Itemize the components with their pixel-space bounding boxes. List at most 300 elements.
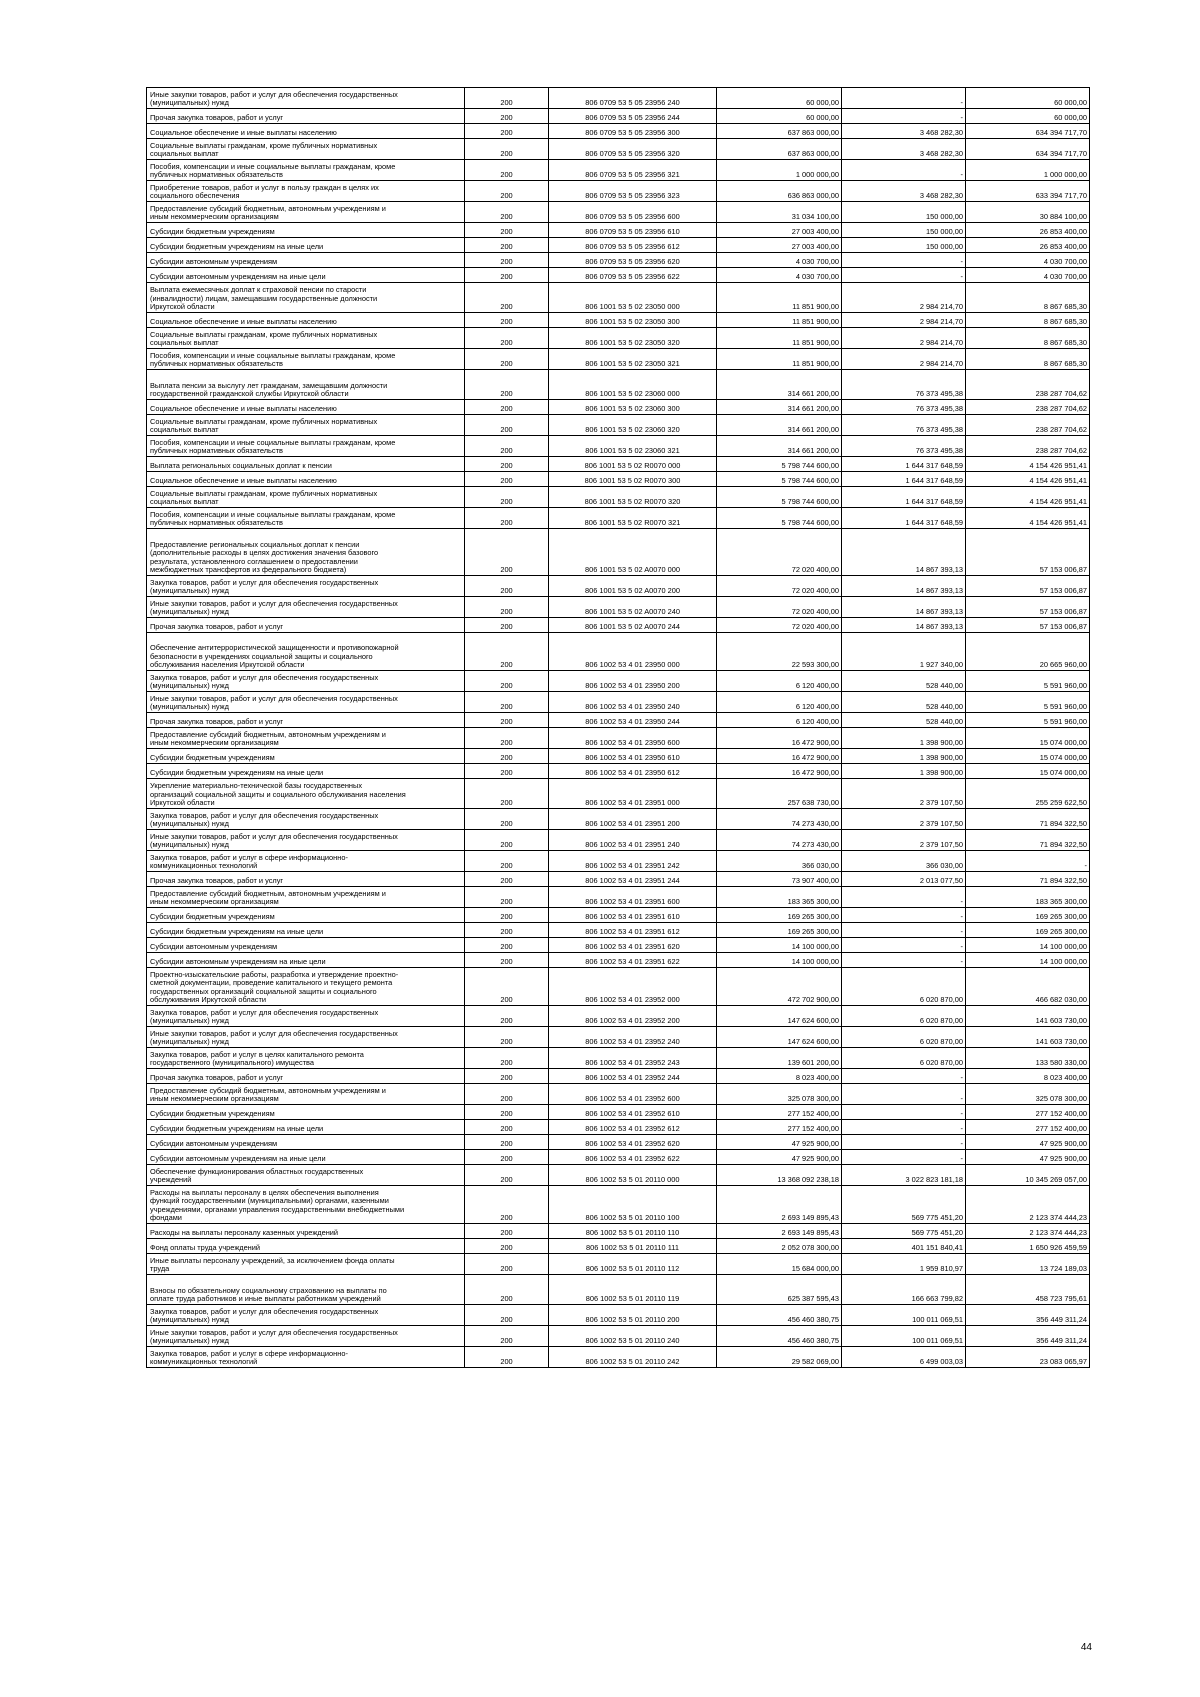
row-description-line: Социальные выплаты гражданам, кроме публичных нормативных — [150, 140, 378, 150]
row-description — [147, 1006, 465, 1027]
row-description-line: Прочая закупка товаров, работ и услуг — [150, 717, 284, 727]
table-row — [147, 692, 1090, 713]
row-approved-amount: 72 020 400,00 — [717, 618, 842, 633]
row-executed-amount: 3 468 282,30 — [842, 139, 966, 160]
row-description — [147, 713, 465, 728]
row-budget-code: 806 1002 53 4 01 23951 612 — [549, 923, 717, 938]
row-approved-amount: 139 601 200,00 — [717, 1048, 842, 1069]
table-row — [147, 728, 1090, 749]
row-line-code: 200 — [465, 1275, 549, 1305]
row-approved-amount: 277 152 400,00 — [717, 1105, 842, 1120]
row-budget-code: 806 1001 53 5 02 R0070 320 — [549, 487, 717, 508]
row-remaining-amount: 57 153 006,87 — [966, 529, 1090, 576]
row-description — [147, 887, 465, 908]
row-line-code: 200 — [465, 1347, 549, 1368]
row-description-line: Субсидии бюджетным учреждениям на иные цели — [150, 768, 324, 778]
row-description-line: (муниципальных) нужд — [150, 1016, 229, 1026]
row-budget-code: 806 1002 53 4 01 23951 620 — [549, 938, 717, 953]
row-budget-code: 806 1002 53 4 01 23952 000 — [549, 968, 717, 1006]
row-budget-code: 806 1002 53 4 01 23952 620 — [549, 1135, 717, 1150]
row-description-line: Субсидии автономным учреждениям на иные цели — [150, 272, 326, 282]
row-executed-amount: 150 000,00 — [842, 223, 966, 238]
row-line-code: 200 — [465, 1186, 549, 1224]
row-description-line: (муниципальных) нужд — [150, 1037, 229, 1047]
row-approved-amount: 31 034 100,00 — [717, 202, 842, 223]
table-row — [147, 1069, 1090, 1084]
row-budget-code: 806 0709 53 5 05 23956 240 — [549, 88, 717, 109]
row-description-line: социальных выплат — [150, 338, 219, 348]
row-description-line: обслуживания Иркутской области — [150, 995, 267, 1005]
table-row — [147, 749, 1090, 764]
row-description-line: Прочая закупка товаров, работ и услуг — [150, 113, 284, 123]
row-description-line: иным некоммерческим организациям — [150, 1094, 279, 1104]
table-row — [147, 253, 1090, 268]
row-executed-amount: 1 644 317 648,59 — [842, 472, 966, 487]
row-description-line: Субсидии бюджетным учреждениям — [150, 1109, 275, 1119]
row-line-code: 200 — [465, 313, 549, 328]
row-executed-amount: 150 000,00 — [842, 202, 966, 223]
row-approved-amount: 169 265 300,00 — [717, 908, 842, 923]
row-line-code: 200 — [465, 181, 549, 202]
row-line-code: 200 — [465, 887, 549, 908]
row-approved-amount: 5 798 744 600,00 — [717, 508, 842, 529]
row-remaining-amount: 255 259 622,50 — [966, 779, 1090, 809]
row-description — [147, 370, 465, 400]
row-description-line: Закупка товаров, работ и услуг в целях капитального ремонта — [150, 1049, 364, 1059]
row-description — [147, 968, 465, 1006]
row-approved-amount: 11 851 900,00 — [717, 283, 842, 313]
row-remaining-amount: 277 152 400,00 — [966, 1105, 1090, 1120]
row-remaining-amount: 4 030 700,00 — [966, 253, 1090, 268]
row-executed-amount: 1 644 317 648,59 — [842, 457, 966, 472]
row-executed-amount: 14 867 393,13 — [842, 597, 966, 618]
row-description — [147, 472, 465, 487]
row-executed-amount: - — [842, 268, 966, 283]
row-line-code: 200 — [465, 851, 549, 872]
row-budget-code: 806 1002 53 4 01 23952 612 — [549, 1120, 717, 1135]
table-row — [147, 283, 1090, 313]
row-executed-amount: - — [842, 109, 966, 124]
row-description-line: Предоставление субсидий бюджетным, автономным учреждениям и — [150, 203, 386, 213]
row-remaining-amount: 1 650 926 459,59 — [966, 1239, 1090, 1254]
row-line-code: 200 — [465, 283, 549, 313]
row-description-line: публичных нормативных обязательств — [150, 518, 283, 528]
row-description — [147, 313, 465, 328]
row-line-code: 200 — [465, 1254, 549, 1275]
row-remaining-amount: 15 074 000,00 — [966, 728, 1090, 749]
row-description — [147, 124, 465, 139]
table-row — [147, 968, 1090, 1006]
row-line-code: 200 — [465, 349, 549, 370]
row-executed-amount: - — [842, 923, 966, 938]
row-description-line: Иные закупки товаров, работ и услуг для обеспечения государственных — [150, 1028, 398, 1038]
row-approved-amount: 14 100 000,00 — [717, 953, 842, 968]
table-row — [147, 472, 1090, 487]
row-approved-amount: 314 661 200,00 — [717, 415, 842, 436]
row-executed-amount: - — [842, 908, 966, 923]
row-approved-amount: 72 020 400,00 — [717, 597, 842, 618]
row-approved-amount: 366 030,00 — [717, 851, 842, 872]
row-description-line: Предоставление региональных социальных доплат к пенсии — [150, 539, 360, 549]
row-description-line: государственной гражданской службы Иркутской области — [150, 389, 349, 399]
row-remaining-amount: 5 591 960,00 — [966, 692, 1090, 713]
row-executed-amount: - — [842, 1105, 966, 1120]
table-row — [147, 887, 1090, 908]
row-remaining-amount: 356 449 311,24 — [966, 1305, 1090, 1326]
row-description — [147, 1069, 465, 1084]
row-remaining-amount: 13 724 189,03 — [966, 1254, 1090, 1275]
row-description-line: (инвалидности) лицам, замещавшим государственные должности — [150, 293, 378, 303]
row-line-code: 200 — [465, 968, 549, 1006]
row-description — [147, 633, 465, 671]
row-description — [147, 1326, 465, 1347]
row-description-line: Социальное обеспечение и иные выплаты населению — [150, 317, 337, 327]
row-budget-code: 806 1002 53 5 01 20110 112 — [549, 1254, 717, 1275]
row-description — [147, 328, 465, 349]
row-description-line: Предоставление субсидий бюджетным, автономным учреждениям и — [150, 1085, 386, 1095]
row-budget-code: 806 1002 53 4 01 23952 622 — [549, 1150, 717, 1165]
row-approved-amount: 6 120 400,00 — [717, 692, 842, 713]
row-remaining-amount: 2 123 374 444,23 — [966, 1186, 1090, 1224]
row-approved-amount: 72 020 400,00 — [717, 529, 842, 576]
row-approved-amount: 16 472 900,00 — [717, 764, 842, 779]
row-budget-code: 806 1002 53 4 01 23950 600 — [549, 728, 717, 749]
row-description-line: (муниципальных) нужд — [150, 819, 229, 829]
row-budget-code: 806 1002 53 5 01 20110 000 — [549, 1165, 717, 1186]
table-row — [147, 160, 1090, 181]
row-executed-amount: 6 020 870,00 — [842, 968, 966, 1006]
table-row — [147, 1347, 1090, 1368]
row-executed-amount: - — [842, 938, 966, 953]
row-line-code: 200 — [465, 223, 549, 238]
row-remaining-amount: 14 100 000,00 — [966, 938, 1090, 953]
row-description — [147, 1048, 465, 1069]
table-row — [147, 851, 1090, 872]
table-row — [147, 1105, 1090, 1120]
row-description — [147, 1135, 465, 1150]
row-description-line: учреждений — [150, 1175, 192, 1185]
row-approved-amount: 314 661 200,00 — [717, 370, 842, 400]
row-remaining-amount: 633 394 717,70 — [966, 181, 1090, 202]
row-description-line: Выплата пенсии за выслугу лет гражданам, замещавшим должности — [150, 380, 388, 390]
row-line-code: 200 — [465, 1105, 549, 1120]
row-executed-amount: 76 373 495,38 — [842, 415, 966, 436]
row-remaining-amount: 141 603 730,00 — [966, 1027, 1090, 1048]
row-approved-amount: 277 152 400,00 — [717, 1120, 842, 1135]
row-description — [147, 872, 465, 887]
budget-table — [146, 87, 1090, 1368]
table-row — [147, 597, 1090, 618]
row-description-line: Социальное обеспечение и иные выплаты населению — [150, 476, 337, 486]
row-executed-amount: 2 379 107,50 — [842, 779, 966, 809]
row-approved-amount: 472 702 900,00 — [717, 968, 842, 1006]
table-row — [147, 830, 1090, 851]
row-executed-amount: 2 379 107,50 — [842, 809, 966, 830]
table-row — [147, 1254, 1090, 1275]
table-row — [147, 1186, 1090, 1224]
row-remaining-amount: 30 884 100,00 — [966, 202, 1090, 223]
row-description — [147, 529, 465, 576]
row-description-line: учреждениями, органами управления государственными внебюджетными — [150, 1204, 405, 1214]
row-description — [147, 576, 465, 597]
table-row — [147, 764, 1090, 779]
table-row — [147, 633, 1090, 671]
row-description-line: труда — [150, 1264, 170, 1274]
row-description — [147, 400, 465, 415]
row-executed-amount: 2 984 214,70 — [842, 349, 966, 370]
row-executed-amount: 14 867 393,13 — [842, 576, 966, 597]
row-description — [147, 809, 465, 830]
row-description-line: Укрепление материально-технической базы государственных — [150, 781, 363, 791]
row-approved-amount: 72 020 400,00 — [717, 576, 842, 597]
table-row — [147, 124, 1090, 139]
row-approved-amount: 183 365 300,00 — [717, 887, 842, 908]
row-description-line: Выплата ежемесячных доплат к страховой пенсии по старости — [150, 285, 367, 295]
row-remaining-amount: 8 867 685,30 — [966, 313, 1090, 328]
row-budget-code: 806 1002 53 4 01 23952 600 — [549, 1084, 717, 1105]
row-budget-code: 806 1002 53 4 01 23950 244 — [549, 713, 717, 728]
row-approved-amount: 147 624 600,00 — [717, 1027, 842, 1048]
row-description-line: коммуникационных технологий — [150, 861, 258, 871]
row-budget-code: 806 1002 53 4 01 23952 610 — [549, 1105, 717, 1120]
row-budget-code: 806 1002 53 4 01 23951 242 — [549, 851, 717, 872]
row-description-line: Социальное обеспечение и иные выплаты населению — [150, 128, 337, 138]
row-line-code: 200 — [465, 472, 549, 487]
row-description-line: (муниципальных) нужд — [150, 607, 229, 617]
row-remaining-amount: 26 853 400,00 — [966, 238, 1090, 253]
table-row — [147, 1006, 1090, 1027]
row-remaining-amount: 15 074 000,00 — [966, 764, 1090, 779]
row-executed-amount: - — [842, 160, 966, 181]
row-description — [147, 953, 465, 968]
row-budget-code: 806 1001 53 5 02 23060 321 — [549, 436, 717, 457]
table-row — [147, 223, 1090, 238]
row-description-line: организаций социальной защиты и социального обслуживания населения — [150, 789, 406, 799]
row-approved-amount: 27 003 400,00 — [717, 223, 842, 238]
row-description — [147, 457, 465, 472]
row-line-code: 200 — [465, 872, 549, 887]
row-description-line: Субсидии бюджетным учреждениям — [150, 227, 275, 237]
row-description-line: (муниципальных) нужд — [150, 1315, 229, 1325]
row-line-code: 200 — [465, 1048, 549, 1069]
row-description-line: публичных нормативных обязательств — [150, 359, 283, 369]
row-approved-amount: 8 023 400,00 — [717, 1069, 842, 1084]
table-row — [147, 576, 1090, 597]
row-description — [147, 349, 465, 370]
row-remaining-amount: 4 154 426 951,41 — [966, 487, 1090, 508]
row-budget-code: 806 1002 53 4 01 23952 200 — [549, 1006, 717, 1027]
row-description-line: Пособия, компенсации и иные социальные выплаты гражданам, кроме — [150, 509, 396, 519]
row-remaining-amount: 458 723 795,61 — [966, 1275, 1090, 1305]
row-description-line: коммуникационных технологий — [150, 1357, 258, 1367]
row-approved-amount: 60 000,00 — [717, 109, 842, 124]
row-description-line: Субсидии автономным учреждениям на иные цели — [150, 1154, 326, 1164]
row-remaining-amount: - — [966, 851, 1090, 872]
row-budget-code: 806 1001 53 5 02 23060 320 — [549, 415, 717, 436]
row-line-code: 200 — [465, 1006, 549, 1027]
row-description-line: Субсидии бюджетным учреждениям на иные цели — [150, 242, 324, 252]
row-executed-amount: 3 022 823 181,18 — [842, 1165, 966, 1186]
row-approved-amount: 314 661 200,00 — [717, 436, 842, 457]
row-approved-amount: 637 863 000,00 — [717, 139, 842, 160]
row-approved-amount: 47 925 900,00 — [717, 1150, 842, 1165]
row-description-line: Субсидии бюджетным учреждениям — [150, 912, 275, 922]
row-approved-amount: 637 863 000,00 — [717, 124, 842, 139]
row-description — [147, 238, 465, 253]
row-approved-amount: 29 582 069,00 — [717, 1347, 842, 1368]
row-line-code: 200 — [465, 671, 549, 692]
row-description — [147, 181, 465, 202]
row-approved-amount: 1 000 000,00 — [717, 160, 842, 181]
row-remaining-amount: 634 394 717,70 — [966, 124, 1090, 139]
row-description — [147, 1254, 465, 1275]
row-approved-amount: 27 003 400,00 — [717, 238, 842, 253]
table-row — [147, 436, 1090, 457]
row-approved-amount: 73 907 400,00 — [717, 872, 842, 887]
row-description-line: Субсидии бюджетным учреждениям — [150, 753, 275, 763]
table-row — [147, 671, 1090, 692]
row-description-line: публичных нормативных обязательств — [150, 170, 283, 180]
row-remaining-amount: 634 394 717,70 — [966, 139, 1090, 160]
row-budget-code: 806 1002 53 4 01 23950 612 — [549, 764, 717, 779]
row-remaining-amount: 71 894 322,50 — [966, 809, 1090, 830]
row-budget-code: 806 1002 53 4 01 23951 622 — [549, 953, 717, 968]
row-description — [147, 618, 465, 633]
row-executed-amount: 100 011 069,51 — [842, 1305, 966, 1326]
table-row — [147, 457, 1090, 472]
row-description — [147, 436, 465, 457]
row-approved-amount: 5 798 744 600,00 — [717, 472, 842, 487]
row-description-line: Предоставление субсидий бюджетным, автономным учреждениям и — [150, 729, 386, 739]
row-remaining-amount: 57 153 006,87 — [966, 618, 1090, 633]
row-budget-code: 806 0709 53 5 05 23956 320 — [549, 139, 717, 160]
row-remaining-amount: 4 154 426 951,41 — [966, 508, 1090, 529]
row-remaining-amount: 60 000,00 — [966, 109, 1090, 124]
table-row — [147, 618, 1090, 633]
row-remaining-amount: 238 287 704,62 — [966, 370, 1090, 400]
row-executed-amount: 569 775 451,20 — [842, 1224, 966, 1239]
row-remaining-amount: 8 867 685,30 — [966, 349, 1090, 370]
row-executed-amount: - — [842, 953, 966, 968]
row-line-code: 200 — [465, 953, 549, 968]
row-remaining-amount: 277 152 400,00 — [966, 1120, 1090, 1135]
table-row — [147, 1150, 1090, 1165]
row-approved-amount: 14 100 000,00 — [717, 938, 842, 953]
row-remaining-amount: 325 078 300,00 — [966, 1084, 1090, 1105]
row-budget-code: 806 1001 53 5 02 23060 300 — [549, 400, 717, 415]
row-approved-amount: 147 624 600,00 — [717, 1006, 842, 1027]
row-executed-amount: - — [842, 1069, 966, 1084]
row-budget-code: 806 1002 53 5 01 20110 111 — [549, 1239, 717, 1254]
row-remaining-amount: 169 265 300,00 — [966, 908, 1090, 923]
row-description-line: (муниципальных) нужд — [150, 681, 229, 691]
row-budget-code: 806 1001 53 5 02 23050 300 — [549, 313, 717, 328]
row-budget-code: 806 1002 53 4 01 23952 243 — [549, 1048, 717, 1069]
row-budget-code: 806 1002 53 4 01 23951 000 — [549, 779, 717, 809]
row-description-line: Закупка товаров, работ и услуг для обеспечения государственных — [150, 1007, 379, 1017]
row-description-line: Иные закупки товаров, работ и услуг для обеспечения государственных — [150, 598, 398, 608]
row-approved-amount: 74 273 430,00 — [717, 809, 842, 830]
row-description-line: обслуживания населения Иркутской области — [150, 660, 305, 670]
row-executed-amount: 1 644 317 648,59 — [842, 487, 966, 508]
row-description-line: Пособия, компенсации и иные социальные выплаты гражданам, кроме — [150, 161, 396, 171]
row-description-line: Пособия, компенсации и иные социальные выплаты гражданам, кроме — [150, 437, 396, 447]
row-approved-amount: 314 661 200,00 — [717, 400, 842, 415]
row-executed-amount: - — [842, 1135, 966, 1150]
row-approved-amount: 325 078 300,00 — [717, 1084, 842, 1105]
table-row — [147, 238, 1090, 253]
row-line-code: 200 — [465, 202, 549, 223]
row-budget-code: 806 1001 53 5 02 23050 320 — [549, 328, 717, 349]
row-executed-amount: 2 984 214,70 — [842, 283, 966, 313]
row-line-code: 200 — [465, 597, 549, 618]
budget-table-body — [147, 88, 1090, 1368]
row-description-line: публичных нормативных обязательств — [150, 446, 283, 456]
row-approved-amount: 11 851 900,00 — [717, 349, 842, 370]
table-row — [147, 1048, 1090, 1069]
row-approved-amount: 60 000,00 — [717, 88, 842, 109]
row-line-code: 200 — [465, 415, 549, 436]
row-line-code: 200 — [465, 923, 549, 938]
row-executed-amount: 2 984 214,70 — [842, 313, 966, 328]
row-description — [147, 1347, 465, 1368]
row-line-code: 200 — [465, 1027, 549, 1048]
row-line-code: 200 — [465, 1326, 549, 1347]
row-line-code: 200 — [465, 618, 549, 633]
row-budget-code: 806 1001 53 5 02 A0070 200 — [549, 576, 717, 597]
row-executed-amount: 2 984 214,70 — [842, 328, 966, 349]
row-description-line: Расходы на выплаты персоналу в целях обеспечения выполнения — [150, 1187, 379, 1197]
row-approved-amount: 5 798 744 600,00 — [717, 457, 842, 472]
row-description — [147, 1105, 465, 1120]
row-remaining-amount: 8 867 685,30 — [966, 328, 1090, 349]
row-description-line: Закупка товаров, работ и услуг для обеспечения государственных — [150, 577, 379, 587]
row-description-line: Прочая закупка товаров, работ и услуг — [150, 622, 284, 632]
row-remaining-amount: 23 083 065,97 — [966, 1347, 1090, 1368]
row-budget-code: 806 0709 53 5 05 23956 612 — [549, 238, 717, 253]
row-description-line: Субсидии автономным учреждениям на иные цели — [150, 957, 326, 967]
row-description-line: Закупка товаров, работ и услуг для обеспечения государственных — [150, 672, 379, 682]
row-description-line: межбюджетных трансфертов из федерального бюджета) — [150, 565, 347, 575]
row-description-line: (муниципальных) нужд — [150, 840, 229, 850]
row-budget-code: 806 1002 53 4 01 23950 240 — [549, 692, 717, 713]
row-remaining-amount: 169 265 300,00 — [966, 923, 1090, 938]
row-line-code: 200 — [465, 779, 549, 809]
row-line-code: 200 — [465, 1135, 549, 1150]
row-description-line: иным некоммерческим организациям — [150, 897, 279, 907]
row-budget-code: 806 1002 53 4 01 23950 200 — [549, 671, 717, 692]
row-executed-amount: 366 030,00 — [842, 851, 966, 872]
row-description — [147, 923, 465, 938]
row-line-code: 200 — [465, 830, 549, 851]
table-row — [147, 370, 1090, 400]
table-row — [147, 349, 1090, 370]
row-description — [147, 283, 465, 313]
table-row — [147, 953, 1090, 968]
row-budget-code: 806 1001 53 5 02 R0070 321 — [549, 508, 717, 529]
row-remaining-amount: 20 665 960,00 — [966, 633, 1090, 671]
row-description-line: (муниципальных) нужд — [150, 702, 229, 712]
row-description — [147, 223, 465, 238]
row-remaining-amount: 238 287 704,62 — [966, 415, 1090, 436]
row-remaining-amount: 4 154 426 951,41 — [966, 472, 1090, 487]
row-executed-amount: 76 373 495,38 — [842, 370, 966, 400]
row-remaining-amount: 1 000 000,00 — [966, 160, 1090, 181]
row-description — [147, 109, 465, 124]
row-executed-amount: 3 468 282,30 — [842, 124, 966, 139]
table-row — [147, 779, 1090, 809]
row-line-code: 200 — [465, 436, 549, 457]
